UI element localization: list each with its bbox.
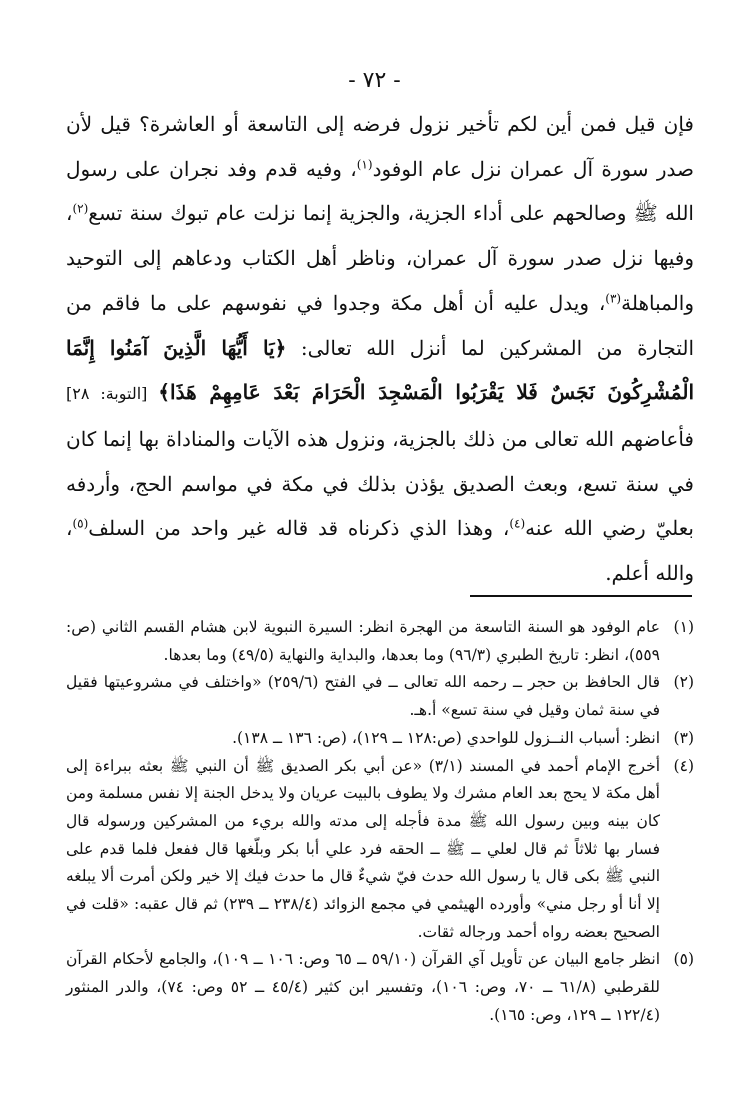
footnote-reference-3: (٣): [605, 291, 622, 306]
verse-reference: [التوبة: ٢٨]: [66, 384, 159, 404]
main-text-segment: ، والله أعلم.: [66, 516, 694, 586]
footnote-number: (٢): [673, 673, 694, 692]
footnote-2: [66, 669, 694, 724]
footnote-1: [66, 614, 694, 669]
footnote-text: أخرج الإمام أحمد في المسند (٣/١) «عن أبي بكر الصديق ﷺ أن النبي ﷺ بعثه ببراءة إلى أهل مكة لا يحج بعد العام مشرك ولا يطوف بالبيت عريان ولا يدخل الجنة إلا نفس مسلمة ومن كان بينه وبين رسول الله ﷺ مدة فأجله إلى مدته والله بريء من المشركين ورسوله قال فسار بها ثلاثاً ثم قال لعلي ــ ﷺ ــ الحقه فرد علي أبا بكر وبلّغها قال ففعل فلما قدم على النبي ﷺ بكى قال يا رسول الله حدث فيّ شيءٌ قال ما حدث فيك إلا خير ولكن أمرت ألا يبلغه إلا أنا أو رجل مني» وأورده الهيثمي في مجمع الزوائد (٢٣٨/٤ ــ ٢٣٩) ثم قال عقبه: «قلت في الصحيح بعضه رواه أحمد ورجاله ثقات.: [66, 756, 661, 941]
footnote-text: عام الوفود هو السنة التاسعة من الهجرة انظر: السيرة النبوية لابن هشام القسم الثاني (ص: ٥٥٩)، انظر: تاريخ الطبري (٩٦/٣) وما بعدها، والبداية والنهاية (٤٩/٥) وما بعدها.: [66, 618, 660, 664]
main-text-segment: ، ويدل عليه أن أهل مكة وجدوا في نفوسهم على ما فاقم من التجارة من المشركين لما أنزل الله تعالى:: [66, 290, 695, 360]
page-number: - ٧٢ -: [348, 68, 401, 93]
footnote-text: انظر: أسباب النــزول للواحدي (ص:١٢٨ ــ ١٢٩)، (ص: ١٣٦ ــ ١٣٨).: [232, 728, 660, 747]
footnote-text: انظر جامع البيان عن تأويل آي القرآن (٥٩/١٠ ــ ٦٥ وص: ١٠٦ ــ ١٠٩)، والجامع لأحكام القرآن للقرطبي (٦١/٨ ــ ٧٠، وص: ١٠٦)، وتفسير ابن كثير (٤٥/٤ ــ ٥٢ وص: ٧٤)، والدر المنثور (١٢٢/٤ ــ ١٢٩، وص: ١٦٥).: [66, 950, 661, 1024]
main-text-segment: ، وفيه قدم وفد نجران على رسول الله ﷺ وصالحهم على أداء الجزية، والجزية إنما نزلت عام تبوك سنة تسع: [66, 156, 694, 226]
footnote-number: (٥): [673, 950, 694, 969]
footnote-number: (١): [673, 618, 694, 636]
footnote-5: [66, 946, 694, 1029]
footnote-number: (٤): [673, 756, 694, 775]
footnotes: [66, 614, 694, 1030]
main-text-segment: فأعاضهم الله تعالى من ذلك بالجزية، ونزول هذه الآيات والمناداة بها إنما كان في سنة تسع، وبعث الصديق يؤذن بذلك في مكة في مواسم الحج، وأردفه بعليّ رضي الله عنه: [66, 426, 694, 541]
main-text: [66, 102, 694, 596]
main-text-segment: فإن قيل فمن أين لكم تأخير نزول فرضه إلى التاسعة أو العاشرة؟ قيل لأن صدر سورة آل عمران نزل عام الوفود: [66, 112, 694, 181]
main-text-segment: ، وهذا الذي ذكرناه قد قاله غير واحد من السلف: [88, 516, 510, 541]
footnote-reference-5: (٥): [72, 516, 89, 531]
quran-verse: ﴿يَا أَيُّهَا الَّذِينَ آمَنُوا إِنَّمَا الْمُشْرِكُونَ نَجَسٌ فَلا يَقْرَبُوا الْمَسْجِدَ الْحَرَامَ بَعْدَ عَامِهِمْ هَذَا﴾: [66, 335, 694, 405]
footnote-reference-1: (١): [356, 157, 373, 172]
footnote-separator: [470, 595, 692, 597]
footnote-reference-2: (٢): [72, 201, 89, 216]
footnote-reference-4: (٤): [509, 516, 526, 531]
footnote-3: [66, 725, 694, 753]
footnote-text: قال الحافظ بن حجر ــ رحمه الله تعالى ــ في الفتح (٢٥٩/٦) «واختلف في مشروعيتها فقيل في سنة ثمان وقيل في سنة تسع» أ.هـ.: [66, 673, 660, 720]
footnote-number: (٣): [673, 728, 694, 747]
main-paragraph: [66, 102, 694, 596]
footnote-4: [66, 753, 694, 947]
main-text-segment: ، وفيها نزل صدر سورة آل عمران، وناظر أهل الكتاب ودعاهم إلى التوحيد والمباهلة: [66, 201, 694, 315]
